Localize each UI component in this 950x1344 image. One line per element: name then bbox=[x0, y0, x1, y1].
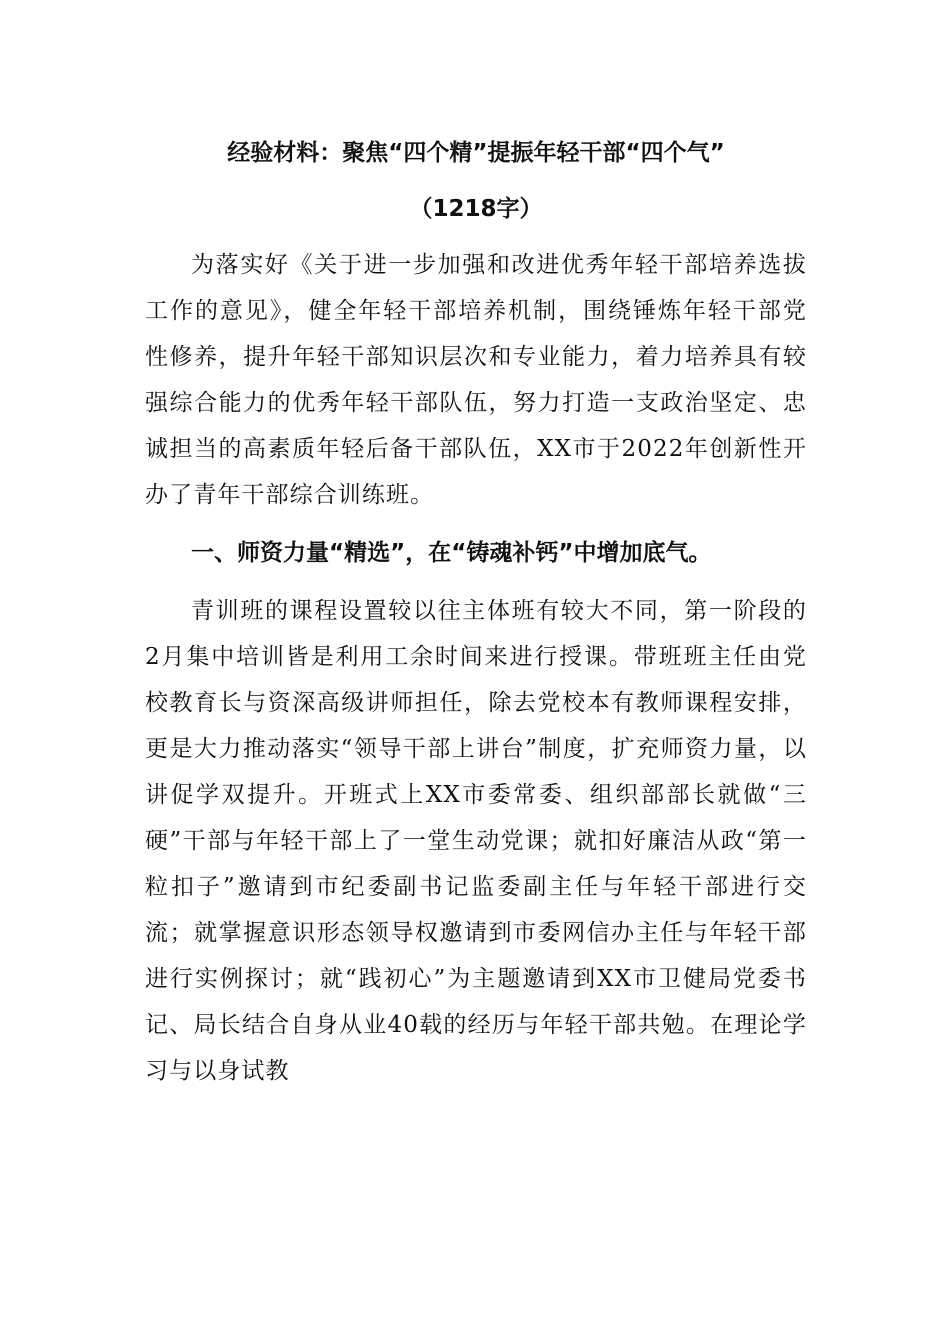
word-count: （1218字） bbox=[409, 196, 543, 222]
section-1-paragraph: 青训班的课程设置较以往主体班有较大不同，第一阶段的2月集中培训皆是利用工余时间来进行授课。带班班主任由党校教育长与资深高级讲师担任，除去党校本有教师课程安排，更是大力推动落实“领导干部上讲台”制度，扩充师资力量，以讲促学双提升。开班式上XX市委常委、组织部部长就做“三硬”干部与年轻干部上了一堂生动党课；就扣好廉洁从政“第一粒扣子”邀请到市纪委副书记监委副主任与年轻干部进行交流；就掌握意识形态领导权邀请到市委网信办主任与年轻干部进行实例探讨；就“践初心”为主题邀请到XX市卫健局党委书记、局长结合自身从业40载的经历与年轻干部共勉。在理论学习与以身试教 bbox=[145, 598, 807, 1084]
document-page bbox=[145, 130, 807, 1094]
section-1-heading: 一、师资力量“精选”，在“铸魂补钙”中增加底气。 bbox=[191, 540, 712, 566]
intro-paragraph: 为落实好《关于进一步加强和改进优秀年轻干部培养选拔工作的意见》，健全年轻干部培养机制，围绕锤炼年轻干部党性修养，提升年轻干部知识层次和专业能力，着力培养具有较强综合能力的优秀年轻干部队伍，努力打造一支政治坚定、忠诚担当的高素质年轻后备干部队伍，XX市于2022年创新性开办了青年干部综合训练班。 bbox=[145, 252, 807, 508]
document-title: 经验材料：聚焦“四个精”提振年轻干部“四个气” bbox=[227, 140, 725, 166]
